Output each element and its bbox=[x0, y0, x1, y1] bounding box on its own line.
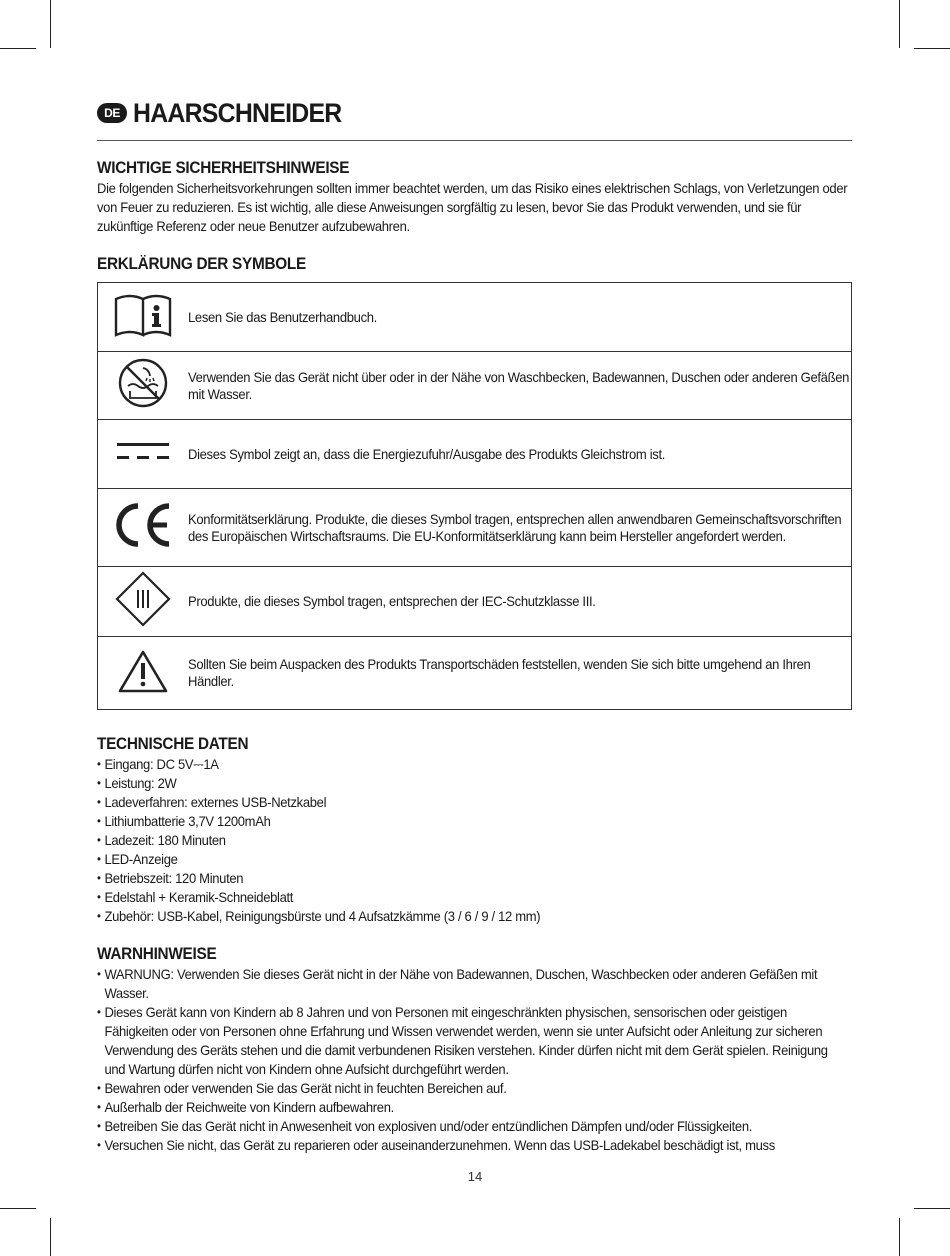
symbol-row bbox=[98, 567, 852, 637]
symbol-row bbox=[98, 420, 852, 489]
symbols-table bbox=[97, 282, 852, 710]
list-item: • Leistung: 2W bbox=[97, 774, 848, 793]
ce-mark-icon bbox=[112, 502, 174, 548]
crop-mark bbox=[899, 1218, 900, 1256]
technical-heading: TECHNISCHE DATEN bbox=[97, 735, 249, 753]
crop-mark bbox=[914, 1208, 950, 1209]
crop-mark bbox=[0, 1208, 36, 1209]
language-badge: DE bbox=[97, 103, 127, 123]
page-title: HAARSCHNEIDER bbox=[133, 97, 342, 128]
list-item: • Ladeverfahren: externes USB-Netzkabel bbox=[97, 793, 848, 812]
crop-mark bbox=[50, 1218, 51, 1256]
list-item: • Eingang: DC 5V⎓1A bbox=[97, 755, 848, 774]
list-item: • Betreiben Sie das Gerät nicht in Anwesenheit von explosiven und/oder entzündlichen Dämpfen und/oder Flüssigkeiten. bbox=[97, 1117, 848, 1136]
document-page bbox=[97, 96, 852, 1153]
list-item: • Lithiumbatterie 3,7V 1200mAh bbox=[97, 812, 848, 831]
technical-list bbox=[97, 755, 852, 926]
warnings-heading: WARNHINWEISE bbox=[97, 945, 217, 963]
list-item: • Betriebszeit: 120 Minuten bbox=[97, 869, 848, 888]
symbol-row bbox=[98, 637, 852, 710]
crop-mark bbox=[914, 48, 950, 49]
warning-triangle-icon bbox=[117, 648, 169, 694]
symbol-description: Lesen Sie das Benutzerhandbuch. bbox=[188, 308, 377, 325]
safety-text: Die folgenden Sicherheitsvorkehrungen sollten immer beachtet werden, um das Risiko eines elektrischen Schlags, von Verletzungen oder von Feuer zu reduzieren. Es ist wichtig, alle diese Anweisungen sorgfältig zu lesen, bevor Sie das Produkt verwenden, und sie für zukünftige Referenz oder neue Benutzer aufzubewahren. bbox=[97, 180, 848, 234]
header-rule bbox=[97, 140, 852, 141]
list-item: • Ladezeit: 180 Minuten bbox=[97, 831, 848, 850]
manual-info-icon bbox=[113, 291, 173, 339]
symbols-heading: ERKLÄRUNG DER SYMBOLE bbox=[97, 255, 306, 273]
symbol-description: Sollten Sie beim Auspacken des Produkts Transportschäden feststellen, wenden Sie sich bitte umgehend an Ihren Händler. bbox=[188, 656, 811, 689]
warnings-list bbox=[97, 965, 852, 1155]
list-item: • WARNUNG: Verwenden Sie dieses Gerät nicht in der Nähe von Badewannen, Duschen, Waschbecken oder anderen Gefäßen mit Wasser. bbox=[97, 965, 848, 1003]
crop-mark bbox=[899, 0, 900, 48]
safety-heading: WICHTIGE SICHERHEITSHINWEISE bbox=[97, 159, 350, 177]
crop-mark bbox=[50, 0, 51, 48]
symbol-description: Dieses Symbol zeigt an, dass die Energiezufuhr/Ausgabe des Produkts Gleichstrom ist. bbox=[188, 445, 666, 462]
warnings-section bbox=[97, 944, 852, 1155]
symbol-description: Produkte, die dieses Symbol tragen, entsprechen der IEC-Schutzklasse III. bbox=[188, 593, 596, 609]
direct-current-icon bbox=[115, 440, 171, 464]
symbol-row bbox=[98, 489, 852, 567]
list-item: • Bewahren oder verwenden Sie das Gerät nicht in feuchten Bereichen auf. bbox=[97, 1079, 848, 1098]
symbol-description: Verwenden Sie das Gerät nicht über oder in der Nähe von Waschbecken, Badewannen, Duschen oder anderen Gefäßen mit Wasser. bbox=[188, 368, 850, 402]
symbols-section bbox=[97, 254, 852, 275]
list-item: • Versuchen Sie nicht, das Gerät zu reparieren oder auseinanderzunehmen. Wenn das USB-Ladekabel beschädigt ist, muss bbox=[97, 1136, 848, 1155]
no-water-icon bbox=[116, 356, 170, 410]
page-header bbox=[97, 96, 852, 130]
symbol-row bbox=[98, 352, 852, 420]
symbol-description: Konformitätserklärung. Produkte, die dieses Symbol tragen, entsprechen allen anwendbaren Gemeinschaftsvorschriften des Europäischen Wirtschaftsraums. Die EU-Konformitätserklärung kann beim Hersteller angefordert werden. bbox=[188, 510, 842, 544]
list-item: • Zubehör: USB-Kabel, Reinigungsbürste und 4 Aufsatzkämme (3 / 6 / 9 / 12 mm) bbox=[97, 907, 848, 926]
crop-mark bbox=[0, 48, 36, 49]
symbols-table-wrap bbox=[97, 282, 852, 710]
page-number: 14 bbox=[467, 1169, 483, 1184]
list-item: • Dieses Gerät kann von Kindern ab 8 Jahren und von Personen mit eingeschränkten physischen, sensorischen oder geistigen Fähigkeiten oder von Personen ohne Erfahrung und Wissen verwendet werden, wenn sie unter Aufsicht oder Anleitung zur sicheren Verwendung des Geräts stehen und die damit verbundenen Risiken verstehen. Kinder dürfen nicht mit dem Gerät spielen. Reinigung und Wartung dürfen nicht von Kindern ohne Aufsicht durchgeführt werden. bbox=[97, 1003, 848, 1079]
list-item: • LED-Anzeige bbox=[97, 850, 848, 869]
symbol-row bbox=[98, 283, 852, 352]
technical-section bbox=[97, 734, 852, 926]
safety-section bbox=[97, 158, 852, 236]
list-item: • Außerhalb der Reichweite von Kindern aufbewahren. bbox=[97, 1098, 848, 1117]
list-item: • Edelstahl + Keramik-Schneideblatt bbox=[97, 888, 848, 907]
protection-class-iii-icon bbox=[114, 570, 172, 628]
